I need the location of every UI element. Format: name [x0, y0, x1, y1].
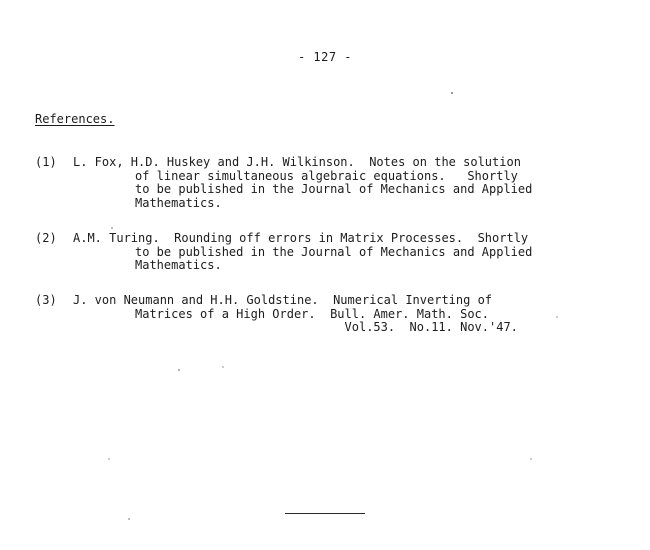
reference-line	[35, 294, 625, 308]
section-title: References.	[35, 112, 115, 126]
reference-text: Vol.53. No.11. Nov.'47.	[135, 320, 518, 334]
scan-speck	[111, 227, 113, 229]
reference-number: (3)	[35, 293, 57, 307]
reference-text: Matrices of a High Order. Bull. Amer. Math. Soc.	[135, 306, 490, 321]
scan-speck	[556, 316, 558, 318]
reference-line	[35, 183, 625, 197]
reference-line	[35, 246, 625, 260]
reference-line	[35, 259, 625, 273]
reference-number: (2)	[35, 231, 57, 245]
scan-speck	[128, 518, 130, 520]
page-number: - 127 -	[297, 50, 353, 64]
reference-line	[35, 321, 625, 335]
reference-text: J. von Neumann and H.H. Goldstine. Numerical Inverting of	[73, 293, 493, 307]
footer-rule	[285, 513, 365, 514]
reference-line	[35, 156, 625, 170]
reference-item	[35, 232, 625, 273]
reference-text: Mathematics.	[135, 195, 222, 210]
reference-item	[35, 156, 625, 210]
scan-speck	[178, 369, 180, 371]
reference-number: (1)	[35, 155, 57, 169]
scan-speck	[530, 458, 532, 460]
reference-text: to be published in the Journal of Mechanics and Applied	[135, 182, 533, 196]
reference-text: Mathematics.	[135, 258, 222, 272]
reference-item	[35, 294, 625, 335]
reference-text: to be published in the Journal of Mechanics and Applied	[135, 244, 533, 259]
scan-speck	[222, 366, 224, 368]
reference-line	[35, 232, 625, 246]
scan-speck	[108, 458, 110, 460]
reference-line	[35, 197, 625, 211]
reference-line	[35, 170, 625, 184]
reference-line	[35, 308, 625, 322]
reference-text: A.M. Turing. Rounding off errors in Matrix Processes. Shortly	[73, 231, 529, 245]
scan-speck	[451, 92, 453, 94]
reference-text: L. Fox, H.D. Huskey and J.H. Wilkinson. Notes on the solution	[73, 155, 521, 169]
reference-text: of linear simultaneous algebraic equations. Shortly	[135, 168, 518, 183]
